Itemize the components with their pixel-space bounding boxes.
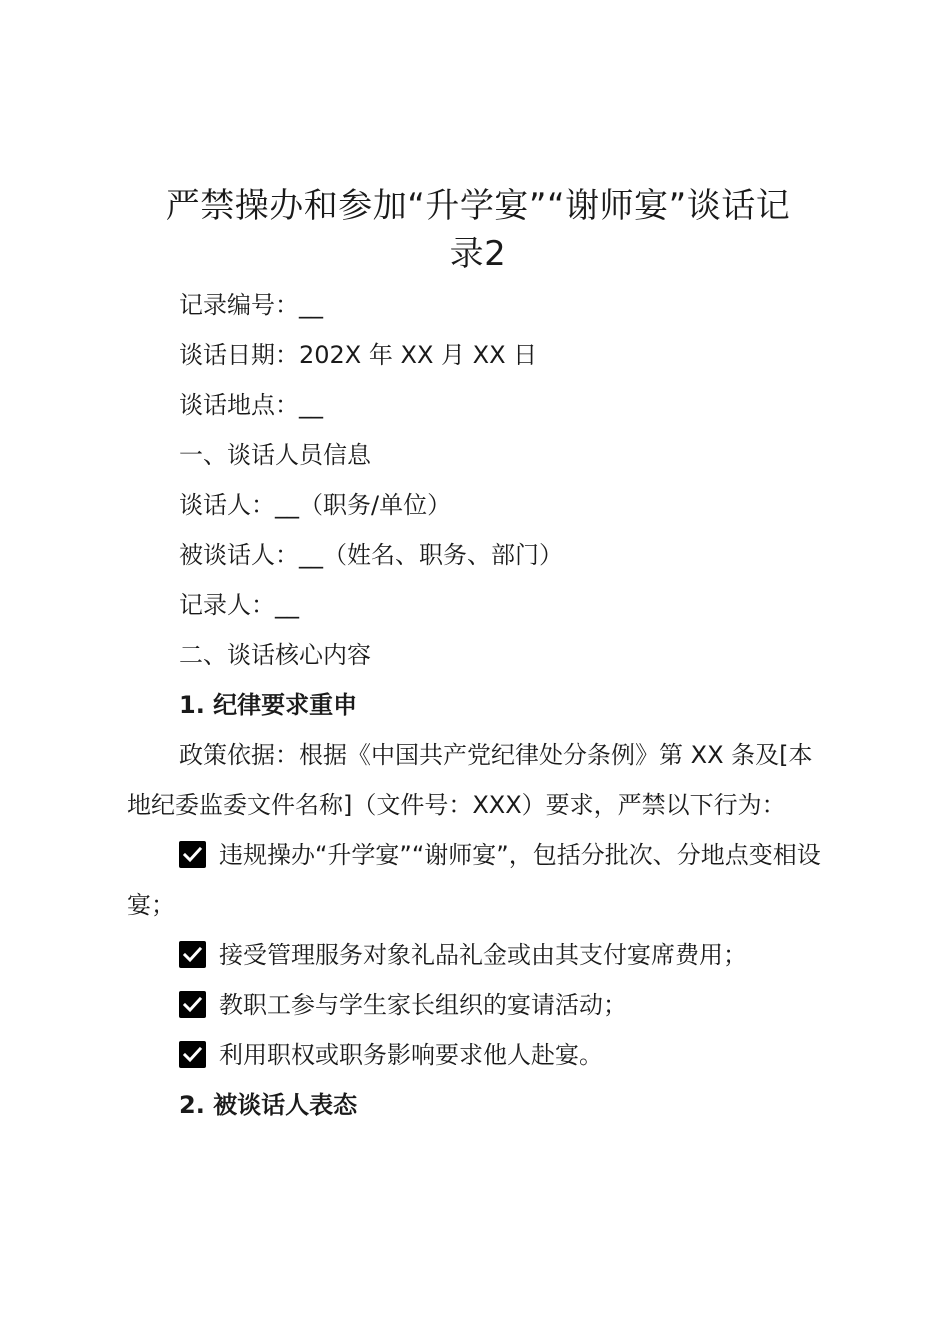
- list-item-text: 教职工参与学生家长组织的宴请活动；: [219, 991, 627, 1019]
- checkbox-checked-icon: [179, 1041, 206, 1068]
- checkbox-checked-icon: [179, 991, 206, 1018]
- list-item: [127, 1030, 833, 1080]
- list-item-text: 违规操办“升学宴”“谢师宴”，包括分批次、分地点变相设宴；: [127, 841, 821, 919]
- subheading-statement: 2. 被谈话人表态: [179, 1091, 358, 1119]
- section-heading-content: 二、谈话核心内容: [179, 641, 371, 669]
- checkbox-checked-icon: [179, 941, 206, 968]
- list-item: [127, 930, 833, 980]
- title-line-1: 严禁操办和参加“升学宴”“谢师宴”谈话记: [165, 186, 791, 226]
- list-item-text: 接受管理服务对象礼品礼金或由其支付宴席费用；: [219, 941, 747, 969]
- document-title: [118, 182, 838, 278]
- list-item: [127, 830, 833, 930]
- document-body: [127, 280, 833, 1130]
- section-heading-participants: 一、谈话人员信息: [179, 441, 371, 469]
- interviewee-line: 被谈话人：__（姓名、职务、部门）: [179, 541, 563, 569]
- talk-date: 谈话日期：202X 年 XX 月 XX 日: [179, 341, 538, 369]
- checkbox-checked-icon: [179, 841, 206, 868]
- record-number: 记录编号：__: [179, 291, 323, 319]
- list-item: [127, 980, 833, 1030]
- interviewer-line: 谈话人：__（职务/单位）: [179, 491, 452, 519]
- policy-basis: 政策依据：根据《中国共产党纪律处分条例》第 XX 条及[本地纪委监委文件名称]（文件号：XXX）要求，严禁以下行为：: [127, 741, 813, 819]
- title-line-2: 录2: [449, 234, 507, 274]
- talk-place: 谈话地点：__: [179, 391, 323, 419]
- recorder-line: 记录人：__: [179, 591, 299, 619]
- list-item-text: 利用职权或职务影响要求他人赴宴。: [219, 1041, 603, 1069]
- subheading-discipline: 1. 纪律要求重申: [179, 691, 358, 719]
